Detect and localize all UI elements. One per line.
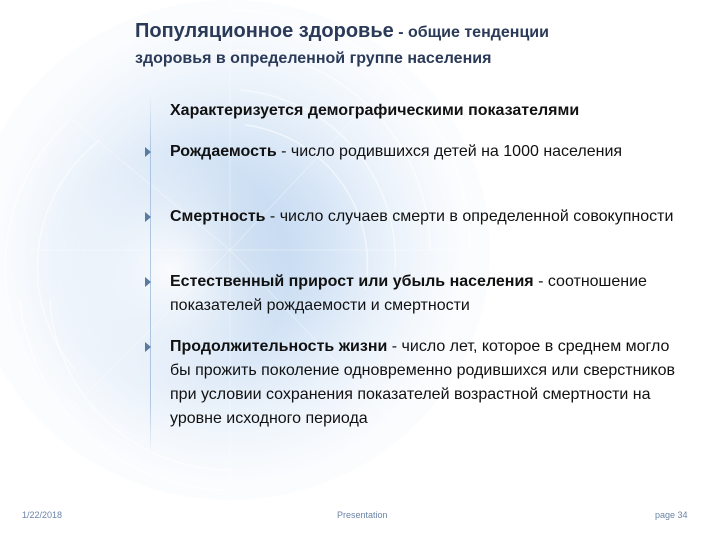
list-item [145, 335, 690, 431]
item-term: Рождаемость [170, 143, 277, 160]
slide-title [135, 18, 695, 70]
item-term: Продолжительность жизни [170, 338, 388, 355]
triangle-bullet-icon [145, 277, 151, 287]
title-line-2: здоровья в определенной группе населения [135, 50, 492, 67]
list-item [145, 270, 690, 318]
item-definition: - число случаев смерти в определенной совокупности [265, 208, 674, 225]
subheading: Характеризуется демографическими показателями [170, 102, 580, 119]
list-item [145, 140, 690, 164]
item-definition: - число родившихся детей на 1000 населения [276, 143, 623, 160]
item-term: Смертность [170, 208, 266, 225]
triangle-bullet-icon [145, 147, 151, 157]
title-term: Популяционное здоровье [135, 20, 394, 42]
list-item [145, 205, 690, 229]
footer-date: 1/22/2018 [22, 510, 63, 520]
title-rest: - общие тенденции [393, 24, 549, 41]
item-definition: - число лет, которое в среднем могло бы прожить поколение одновременно родившихся или сверстников при условии сохранения показателей возрастной смертности на уровне исходного периода [170, 338, 675, 427]
item-definition: - соотношение показателей рождаемости и смертности [170, 273, 647, 314]
footer-center: Presentation [337, 510, 388, 520]
item-term: Естественный прирост или убыль населения [170, 273, 534, 290]
triangle-bullet-icon [145, 342, 151, 352]
footer-page-number: page 34 [655, 510, 688, 520]
triangle-bullet-icon [145, 212, 151, 222]
